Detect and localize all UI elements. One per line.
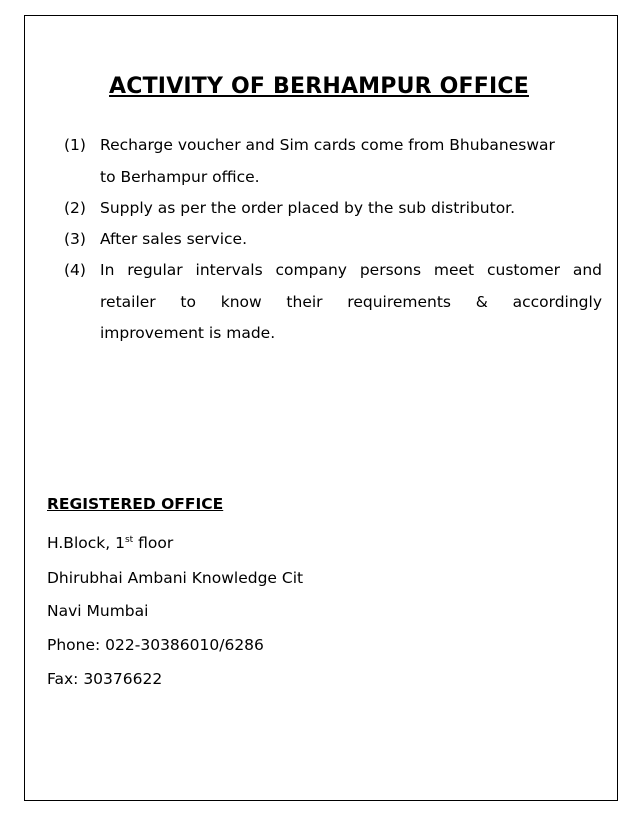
address-block-suffix: floor	[133, 534, 174, 552]
phone-line: Phone: 022-30386010/6286	[47, 636, 264, 654]
address-line-2: Dhirubhai Ambani Knowledge Cit	[47, 569, 304, 587]
list-number: (4)	[64, 261, 86, 279]
list-text-line: Supply as per the order placed by the sub distributor.	[100, 199, 516, 217]
list-item-3	[64, 224, 602, 256]
list-text-line: improvement is made.	[100, 324, 276, 342]
address-block-line	[47, 534, 173, 552]
list-text-line: retailer to know their requirements & accordingly	[100, 292, 602, 311]
list-text-line: Recharge voucher and Sim cards come from Bhubaneswar	[100, 136, 555, 154]
address-line-3: Navi Mumbai	[47, 602, 149, 620]
list-text-line: In regular intervals company persons meet customer and	[100, 261, 602, 279]
page-title: ACTIVITY OF BERHAMPUR OFFICE	[109, 74, 529, 99]
address-block-superscript: st	[124, 534, 134, 545]
list-number: (1)	[64, 136, 86, 154]
address-block-prefix: H.Block, 1	[47, 534, 125, 552]
fax-line: Fax: 30376622	[47, 670, 163, 688]
registered-office-heading: REGISTERED OFFICE	[47, 495, 224, 513]
list-text-line: to Berhampur office.	[100, 167, 260, 186]
list-item-1	[64, 130, 602, 193]
list-number: (2)	[64, 199, 86, 217]
list-item-2	[64, 193, 602, 225]
list-item-4	[64, 255, 602, 350]
list-number: (3)	[64, 230, 86, 248]
list-text-line: After sales service.	[100, 230, 248, 248]
